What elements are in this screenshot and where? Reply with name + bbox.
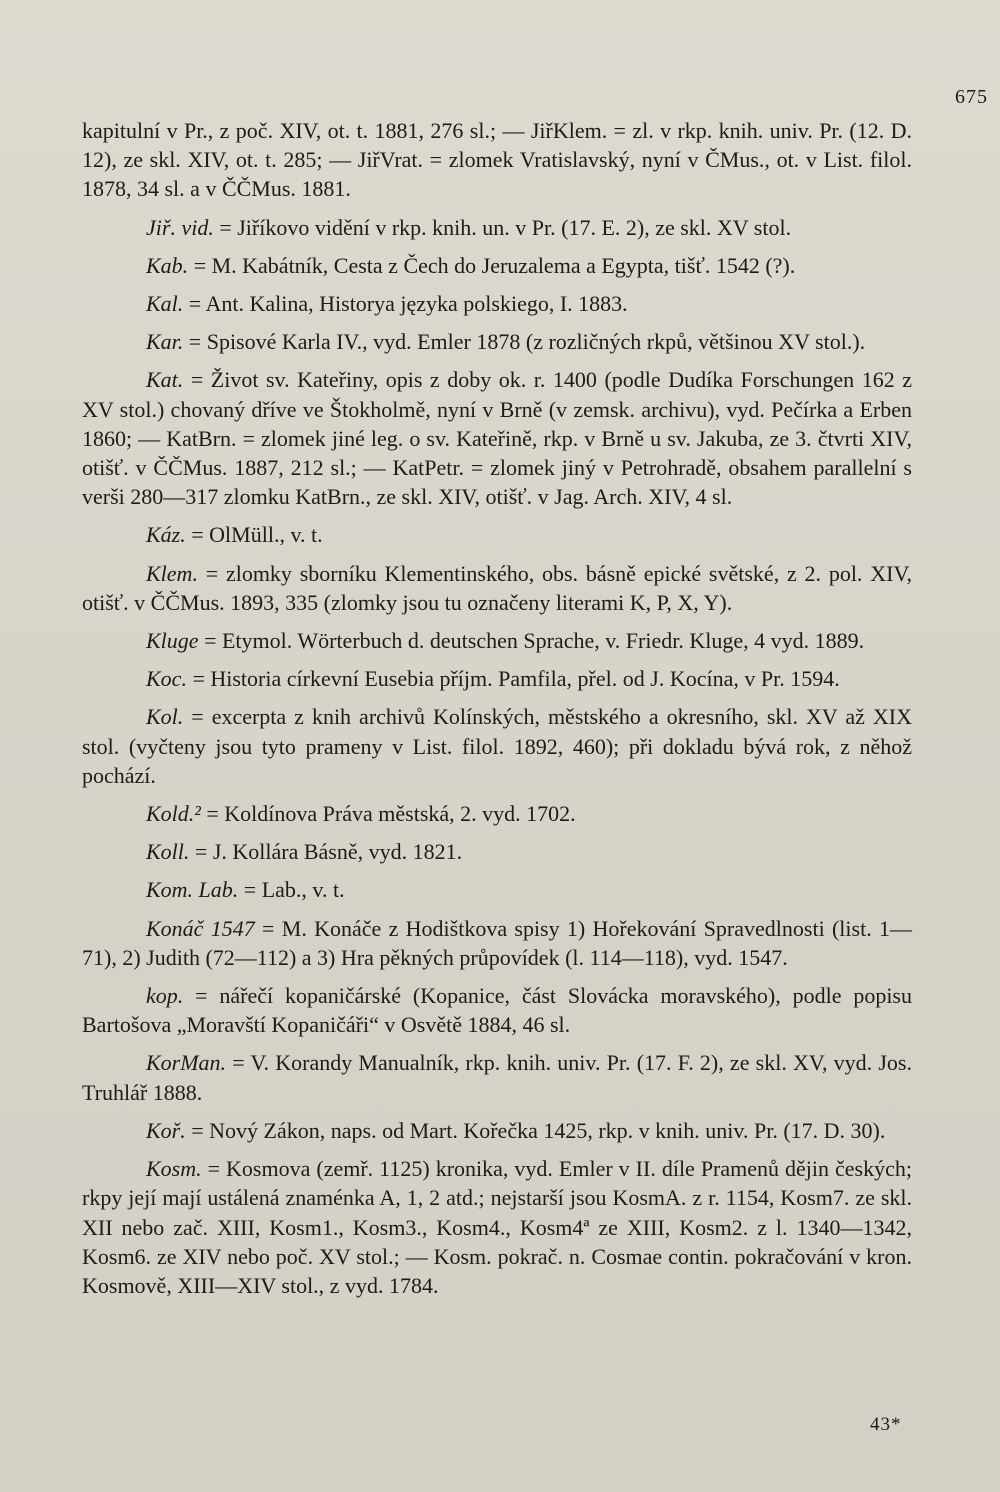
- entry-text: = Život sv. Kateřiny, opis z doby ok. r. 1400 (podle Dudíka Forschungen 162 z XV stol.) chovaný dříve ve Štokholmě, nyní v Brně (v zemsk. archivu), vyd. Pečírka a Erben 1860; — KatBrn. = zlomek jiné leg. o sv. Kateřině, rkp. v Brně u sv. Jakuba, ze 3. čtvrti XIV, otišť. v ČČMus. 1887, 212 sl.; — KatPetr. = zlomek jiný v Petrohradě, obsahem parallelní s verši 280—317 zlomku KatBrn., ze skl. XIV, otišť. v Jag. Arch. XIV, 4 sl.: [82, 367, 912, 510]
- entry-text: = excerpta z knih archivů Kolínských, městského a okresního, skl. XV až XIX stol. (vyčteny jsou tyto prameny v List. filol. 1892, 460); při dokladu bývá rok, z něhož pochází.: [82, 704, 912, 788]
- entry-abbreviation: Kat.: [146, 367, 184, 393]
- signature-mark: 43*: [870, 1414, 902, 1435]
- entry-konac: [82, 914, 912, 972]
- entry-abbreviation: Kar.: [146, 329, 184, 355]
- entry-abbreviation: KorMan.: [146, 1050, 227, 1076]
- entry-abbreviation: Káz.: [146, 522, 186, 548]
- entry-text: = Ant. Kalina, Historya języka polskiego, I. 1883.: [183, 291, 628, 317]
- entry-abbreviation: Klem.: [146, 560, 198, 586]
- entry-koll: [82, 837, 912, 866]
- entry-korman: [82, 1048, 912, 1106]
- entry-text: = Historia církevní Eusebia příjm. Pamfila, přel. od J. Kocína, v Pr. 1594.: [186, 666, 840, 692]
- entry-jir-vid: [82, 213, 912, 242]
- entry-kop: [82, 981, 912, 1039]
- entry-abbreviation: Kol.: [146, 704, 184, 730]
- entry-kat: [82, 365, 912, 511]
- entry-koc: [82, 664, 912, 693]
- entry-text: = V. Korandy Manualník, rkp. knih. univ. Pr. (17. F. 2), ze skl. XV, vyd. Jos. Truhlář 1888.: [82, 1050, 912, 1105]
- entry-klem: [82, 559, 912, 617]
- entry-kosm: [82, 1154, 912, 1300]
- entry-text: kapitulní v Pr., z poč. XIV, ot. t. 1881, 276 sl.; — JiřKlem. = zl. v rkp. knih. univ. Pr. (12. D. 12), ze skl. XIV, ot. t. 285; — JiřVrat. = zlomek Vratislavský, nyní v ČMus., ot. v List. filol. 1878, 34 sl. a v ČČMus. 1881.: [82, 118, 912, 202]
- entry-kab: [82, 251, 912, 280]
- entry-kar: [82, 327, 912, 356]
- entry-text: = zlomky sborníku Klementinského, obs. básně epické světské, z 2. pol. XIV, otišť. v ČČMus. 1893, 335 (zlomky jsou tu označeny literami K, P, X, Y).: [82, 560, 912, 615]
- entry-text: = Koldínova Práva městská, 2. vyd. 1702.: [200, 801, 576, 827]
- entry-text: = nářečí kopaničárské (Kopanice, část Slovácka moravského), podle popisu Bartošova „Moravští Kopaničáři“ v Osvětě 1884, 46 sl.: [82, 983, 912, 1038]
- entry-text: = Spisové Karla IV., vyd. Emler 1878 (z rozličných rkpů, většinou XV stol.).: [183, 329, 866, 355]
- entry-continuation: [82, 116, 912, 204]
- entry-text: = Etymol. Wörterbuch d. deutschen Sprache, v. Friedr. Kluge, 4 vyd. 1889.: [198, 628, 865, 654]
- entry-text: = Nový Zákon, naps. od Mart. Kořečka 1425, rkp. v knih. univ. Pr. (17. D. 30).: [185, 1117, 886, 1143]
- entry-abbreviation: Kluge: [146, 628, 199, 654]
- entry-abbreviation: Kab.: [146, 252, 189, 278]
- entry-kaz: [82, 520, 912, 549]
- entry-kal: [82, 289, 912, 318]
- entry-abbreviation: Kom. Lab.: [146, 877, 239, 903]
- entry-kom-lab: [82, 875, 912, 904]
- dictionary-abbreviation-list: [82, 116, 912, 1309]
- entry-text: = Jiříkovo vidění v rkp. knih. un. v Pr. (17. E. 2), ze skl. XV stol.: [213, 214, 792, 240]
- entry-abbreviation: Koř.: [146, 1117, 186, 1143]
- page-number: 675: [955, 86, 988, 108]
- entry-abbreviation: Kold.²: [146, 801, 201, 827]
- entry-abbreviation: kop.: [146, 983, 184, 1009]
- entry-abbreviation: Koc.: [146, 666, 187, 692]
- entry-abbreviation: Konáč 1547: [146, 915, 255, 941]
- entry-text: = J. Kollára Básně, vyd. 1821.: [189, 839, 463, 865]
- entry-text: = OlMüll., v. t.: [185, 522, 323, 548]
- entry-kol: [82, 702, 912, 790]
- entry-text: = Lab., v. t.: [238, 877, 345, 903]
- entry-text: = M. Konáče z Hodištkova spisy 1) Hořekování Spravedlnosti (list. 1—71), 2) Judith (72—112) a 3) Hra pěkných průpovídek (l. 114—118), vyd. 1547.: [82, 915, 912, 970]
- entry-text: = Kosmova (zemř. 1125) kronika, vyd. Emler v II. díle Pramenů dějin českých; rkpy její mají ustálená znaménka A, 1, 2 atd.; nejstarší jsou KosmA. z r. 1154, Kosm7. ze skl. XII nebo zač. XIII, Kosm1., Kosm3., Kosm4., Kosm4ª ze XIII, Kosm2. z l. 1340—1342, Kosm6. ze XIV nebo poč. XV stol.; — Kosm. pokrač. n. Cosmae contin. pokračování v kron. Kosmově, XIII—XIV stol., z vyd. 1784.: [82, 1156, 912, 1298]
- entry-text: = M. Kabátník, Cesta z Čech do Jeruzalema a Egypta, tišť. 1542 (?).: [188, 252, 796, 278]
- entry-abbreviation: Koll.: [146, 839, 190, 865]
- entry-kor: [82, 1116, 912, 1145]
- entry-abbreviation: Kal.: [146, 291, 184, 317]
- entry-abbreviation: Jiř. vid.: [146, 214, 214, 240]
- entry-kluge: [82, 626, 912, 655]
- entry-kold: [82, 799, 912, 828]
- entry-abbreviation: Kosm.: [146, 1156, 202, 1182]
